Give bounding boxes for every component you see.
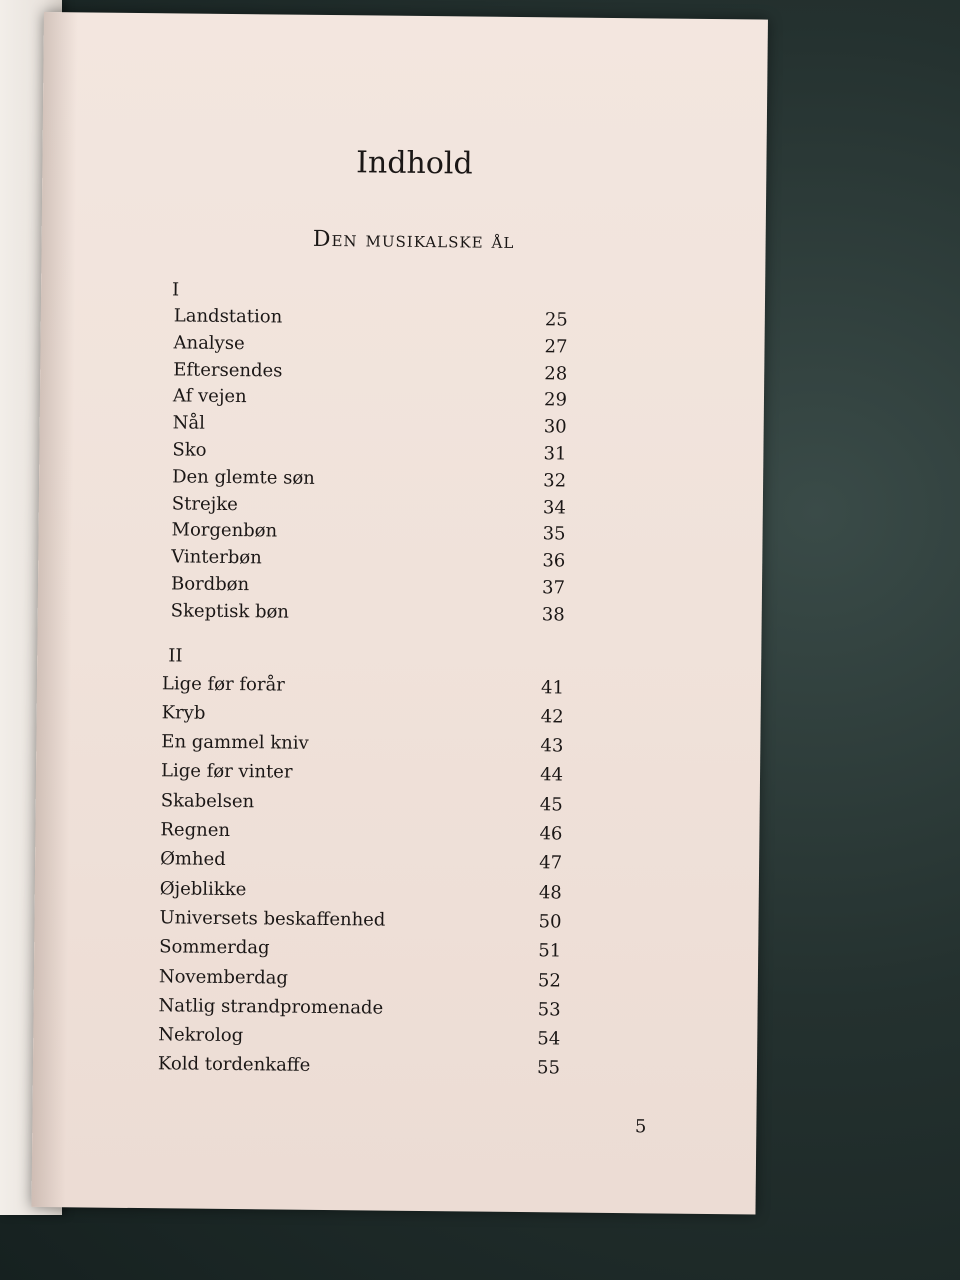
- toc-entry: [165, 330, 568, 361]
- toc-entry: [164, 437, 567, 468]
- toc-entry-page: 34: [542, 496, 566, 519]
- toc-entry-page: 53: [537, 999, 561, 1021]
- toc-entry: [159, 903, 562, 936]
- table-of-contents: [158, 277, 566, 1083]
- toc-entry: [158, 1020, 561, 1053]
- toc-entry-page: 55: [536, 1057, 561, 1079]
- toc-entry-title: Universets beskaffenhed: [159, 907, 386, 931]
- toc-entry-page: 51: [538, 940, 562, 962]
- section-title: Den musikalske ål: [312, 226, 515, 254]
- toc-entry: [165, 357, 568, 388]
- toc-entry-title: Eftersendes: [173, 358, 283, 382]
- toc-entry-title: Analyse: [173, 332, 245, 354]
- toc-entry-list: [157, 669, 565, 1083]
- toc-entry-title: Lige før forår: [161, 672, 285, 696]
- toc-entry-title: Natlig strandpromenade: [158, 995, 384, 1019]
- toc-entry-title: Den glemte søn: [172, 466, 315, 489]
- toc-entry: [157, 1050, 561, 1083]
- toc-entry-title: Nål: [172, 412, 206, 434]
- toc-entry-page: 38: [541, 604, 565, 626]
- toc-entry-title: Morgenbøn: [171, 519, 278, 542]
- toc-entry-page: 25: [544, 309, 568, 331]
- toc-entry-page: 32: [543, 470, 567, 492]
- toc-entry-page: 46: [539, 823, 563, 845]
- toc-entry-page: 36: [542, 550, 566, 572]
- toc-entry-title: Kold tordenkaffe: [157, 1053, 311, 1077]
- toc-part-1: [163, 277, 567, 629]
- toc-entry-page: 48: [538, 881, 562, 904]
- toc-entry: [160, 815, 563, 848]
- toc-entry-title: Skabelsen: [160, 790, 255, 812]
- toc-entry-page: 47: [539, 852, 563, 874]
- toc-entry: [163, 598, 563, 629]
- toc-entry: [165, 410, 565, 441]
- toc-entry-page: 41: [540, 676, 565, 699]
- toc-entry: [160, 757, 564, 790]
- toc-entry-page: 30: [543, 416, 567, 438]
- toc-entry: [158, 991, 561, 1024]
- toc-entry-page: 54: [537, 1028, 561, 1050]
- toc-entry-title: Landstation: [173, 305, 283, 328]
- part-label: II: [168, 644, 183, 667]
- toc-entry-title: En gammel kniv: [161, 731, 309, 754]
- toc-entry: [165, 384, 568, 415]
- toc-entry-title: Af vejen: [172, 385, 247, 408]
- toc-entry: [163, 518, 566, 549]
- toc-entry-page: 45: [539, 793, 563, 816]
- toc-entry: [161, 669, 565, 702]
- toc-entry-page: 43: [540, 735, 564, 757]
- toc-entry-title: Ømhed: [160, 848, 226, 871]
- toc-entry-title: Sommerdag: [159, 936, 270, 959]
- toc-entry: [159, 932, 562, 965]
- toc-entry-title: Strejke: [171, 492, 238, 515]
- part-label: I: [171, 279, 180, 301]
- toc-entry-page: 37: [541, 577, 566, 599]
- toc-entry-title: Novemberdag: [158, 965, 289, 989]
- toc-entry-page: 31: [543, 443, 567, 465]
- toc-entry-page: 29: [543, 389, 568, 411]
- toc-entry-title: Skeptisk bøn: [170, 600, 290, 623]
- toc-entry: [163, 544, 566, 575]
- toc-entry-page: 42: [540, 706, 564, 728]
- toc-entry-page: 35: [542, 523, 566, 545]
- toc-part-2: [158, 643, 563, 1083]
- toc-entry: [160, 874, 560, 907]
- toc-entry-page: 44: [540, 764, 564, 786]
- toc-entry-title: Bordbøn: [170, 573, 250, 596]
- toc-entry-page: 50: [538, 911, 562, 933]
- toc-entry: [162, 698, 562, 731]
- toc-entry: [164, 491, 564, 522]
- toc-entry: [159, 962, 559, 995]
- toc-entry-list: [163, 303, 566, 629]
- toc-entry-page: 28: [544, 362, 568, 385]
- toc-entry: [166, 303, 566, 334]
- toc-entry: [164, 464, 567, 495]
- toc-entry-title: Regnen: [160, 819, 231, 842]
- toc-entry-title: Sko: [172, 439, 207, 461]
- toc-entry-title: Nekrolog: [158, 1024, 244, 1047]
- toc-entry-page: 52: [537, 969, 561, 991]
- contents-title: Indhold: [355, 145, 473, 182]
- toc-entry: [161, 727, 564, 760]
- toc-entry: [161, 786, 561, 819]
- book-page: [31, 12, 767, 1215]
- toc-entry-title: Øjeblikke: [159, 877, 247, 900]
- toc-entry-title: Vinterbøn: [171, 546, 262, 569]
- toc-entry-title: Lige før vinter: [160, 760, 293, 784]
- toc-entry: [163, 571, 566, 602]
- toc-entry-page: 27: [544, 336, 568, 358]
- page-number: 5: [634, 1116, 647, 1138]
- toc-entry: [160, 845, 563, 878]
- toc-entry-title: Kryb: [161, 702, 206, 724]
